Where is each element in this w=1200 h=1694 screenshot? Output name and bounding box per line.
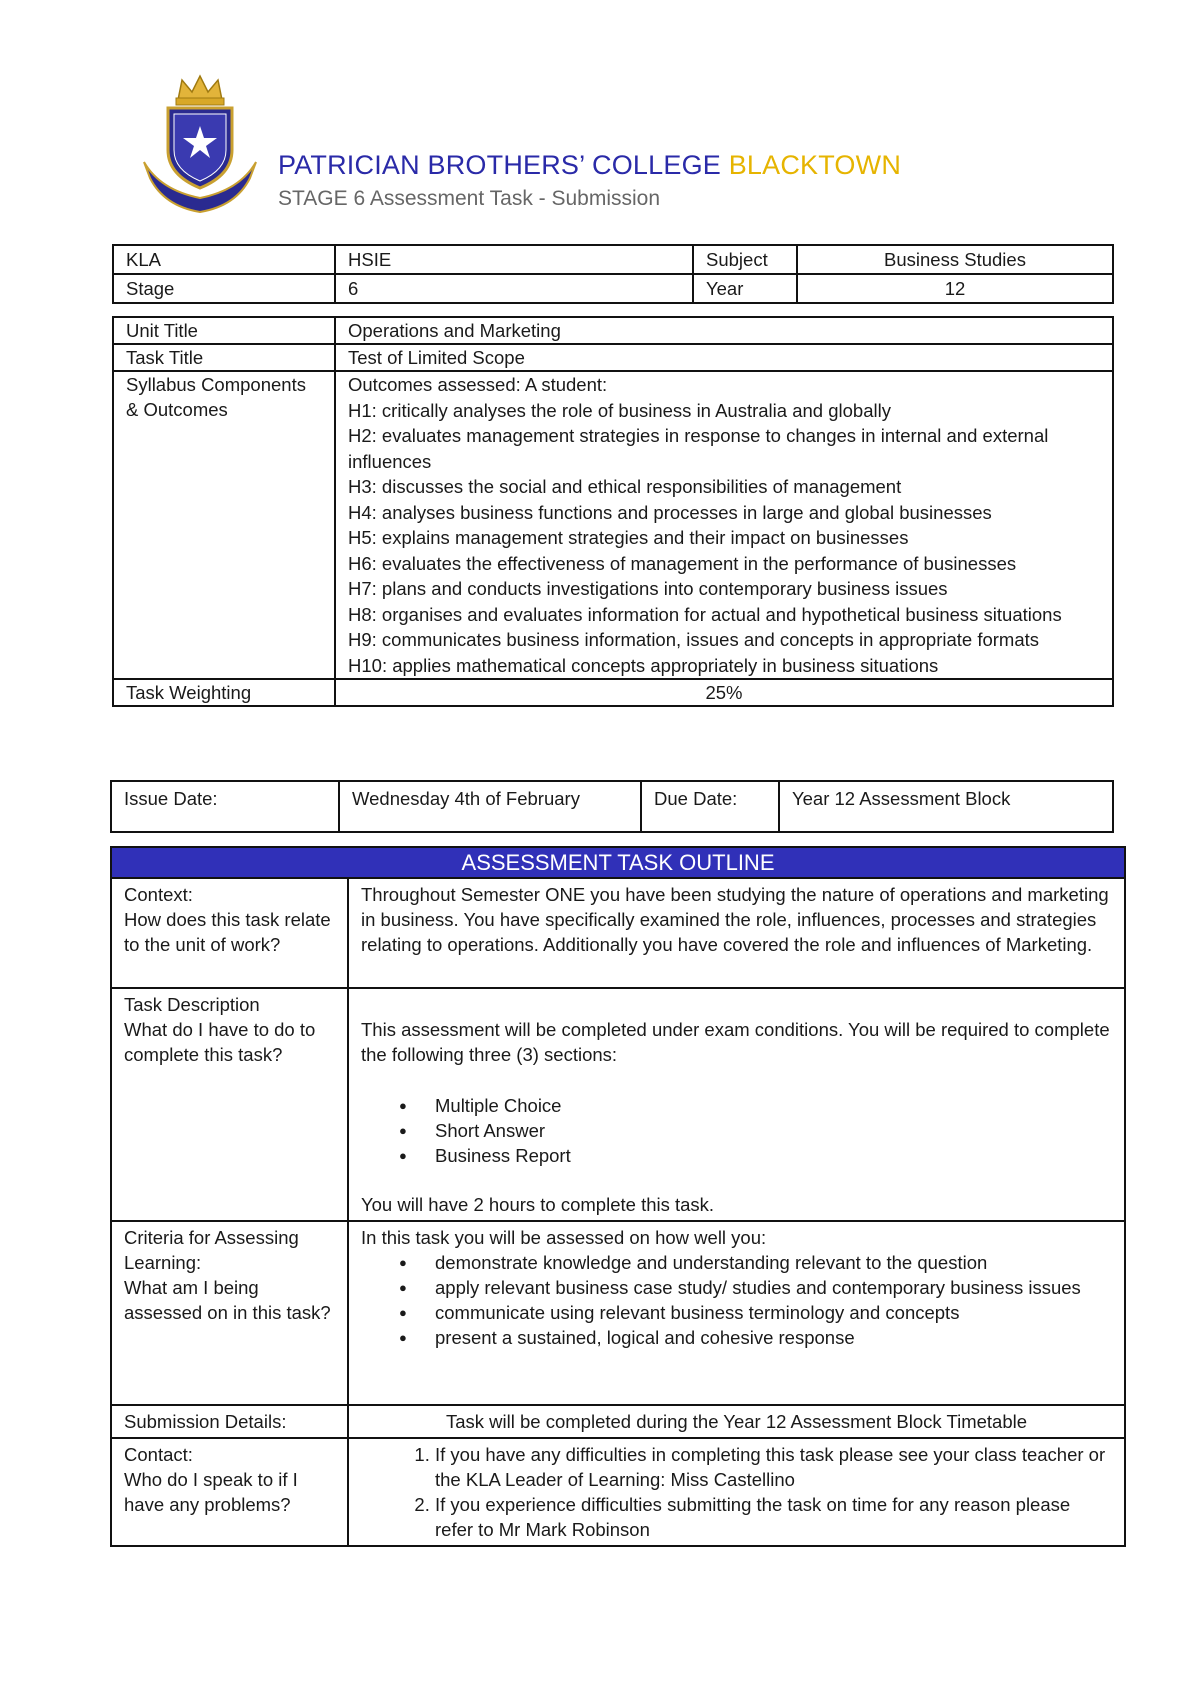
outcome-h7: H7: plans and conducts investigations into contemporary business issues <box>348 578 948 599</box>
stage-value: 6 <box>335 274 693 303</box>
outcome-h5: H5: explains management strategies and their impact on businesses <box>348 527 909 548</box>
contact-list <box>361 1442 1112 1542</box>
section-item: ● Multiple Choice <box>435 1093 1112 1118</box>
outline-table <box>110 846 1126 1547</box>
weighting-value: 25% <box>335 679 1113 706</box>
context-text: Throughout Semester ONE you have been studying the nature of operations and marketing in business. You have specifically examined the role, influences, processes and strategies relating to operations. Additionally you have covered the role and influences of Marketing. <box>348 878 1125 988</box>
task-table <box>112 316 1114 707</box>
school-name-main: PATRICIAN BROTHERS’ COLLEGE <box>278 150 721 180</box>
submission-label: Submission Details: <box>111 1405 348 1438</box>
syllabus-label-line-2: & Outcomes <box>126 399 228 420</box>
outcome-h9: H9: communicates business information, issues and concepts in appropriate formats <box>348 629 1040 650</box>
outcome-h8: H8: organises and evaluates information for actual and hypothetical business situations <box>348 603 1062 625</box>
outcome-h2: H2: evaluates management strategies in response to changes in internal and external influences <box>348 425 1049 472</box>
issue-date-value: Wednesday 4th of February <box>339 781 641 832</box>
outcome-h10: H10: applies mathematical concepts appropriately in business situations <box>348 654 939 676</box>
school-name <box>278 150 901 181</box>
criteria-cell <box>348 1221 1125 1405</box>
time-text: You will have 2 hours to complete this task. <box>361 1194 715 1215</box>
outcome-h4: H4: analyses business functions and processes in large and global businesses <box>348 501 992 523</box>
description-cell <box>348 988 1125 1221</box>
syllabus-label-line-1: Syllabus Components <box>126 374 306 395</box>
contact-label: Contact: Who do I speak to if I have any problems? <box>111 1438 348 1546</box>
subject-label: Subject <box>693 245 797 274</box>
task-title-value: Test of Limited Scope <box>335 344 1113 371</box>
contact-cell <box>348 1438 1125 1546</box>
year-label: Year <box>693 274 797 303</box>
weighting-label: Task Weighting <box>113 679 335 706</box>
contact-item: 1. If you have any difficulties in completing this task please see your class teacher or the KLA Leader of Learning: Miss Castellino <box>435 1442 1112 1492</box>
issue-date-label: Issue Date: <box>111 781 339 832</box>
criteria-item: ● communicate using relevant business terminology and concepts <box>435 1300 1112 1325</box>
sections-list <box>361 1093 1112 1168</box>
outline-heading: ASSESSMENT TASK OUTLINE <box>111 847 1125 878</box>
outcome-h6: H6: evaluates the effectiveness of management in the performance of businesses <box>348 552 1017 574</box>
school-crest <box>140 70 260 215</box>
criteria-label: Criteria for Assessing Learning: What am I being assessed on in this task? <box>111 1221 348 1405</box>
outcome-h1: H1: critically analyses the role of business in Australia and globally <box>348 399 891 421</box>
unit-title-value: Operations and Marketing <box>335 317 1113 344</box>
criteria-list <box>361 1250 1112 1350</box>
contact-item: 2. If you experience difficulties submitting the task on time for any reason please refer to Mr Mark Robinson <box>435 1492 1112 1542</box>
outcomes-intro: Outcomes assessed: A student: <box>348 374 608 395</box>
description-label: Task Description What do I have to do to complete this task? <box>111 988 348 1221</box>
criteria-intro: In this task you will be assessed on how well you: <box>361 1227 767 1248</box>
section-item: ● Short Answer <box>435 1118 1112 1143</box>
criteria-item: ● apply relevant business case study/ studies and contemporary business issues <box>435 1275 1112 1300</box>
criteria-item: ● demonstrate knowledge and understanding relevant to the question <box>435 1250 1112 1275</box>
stage-label: Stage <box>113 274 335 303</box>
kla-label: KLA <box>113 245 335 274</box>
description-text: This assessment will be completed under exam conditions. You will be required to complete the following three (3) sections: <box>361 1019 1110 1065</box>
school-location: BLACKTOWN <box>728 150 902 180</box>
syllabus-label <box>113 371 335 679</box>
dates-table <box>110 780 1114 833</box>
year-value: 12 <box>797 274 1113 303</box>
context-label: Context: How does this task relate to the unit of work? <box>111 878 348 988</box>
due-date-label: Due Date: <box>641 781 779 832</box>
subject-value: Business Studies <box>797 245 1113 274</box>
page-subtitle: STAGE 6 Assessment Task - Submission <box>278 187 661 210</box>
info-table <box>112 244 1114 304</box>
outcome-h3: H3: discusses the social and ethical responsibilities of management <box>348 476 902 497</box>
task-title-label: Task Title <box>113 344 335 371</box>
submission-text: Task will be completed during the Year 12 Assessment Block Timetable <box>348 1405 1125 1438</box>
kla-value: HSIE <box>335 245 693 274</box>
unit-title-label: Unit Title <box>113 317 335 344</box>
criteria-item: ● present a sustained, logical and cohesive response <box>435 1325 1112 1350</box>
section-item: ● Business Report <box>435 1143 1112 1168</box>
due-date-value: Year 12 Assessment Block <box>779 781 1113 832</box>
outcomes-cell <box>335 371 1113 679</box>
